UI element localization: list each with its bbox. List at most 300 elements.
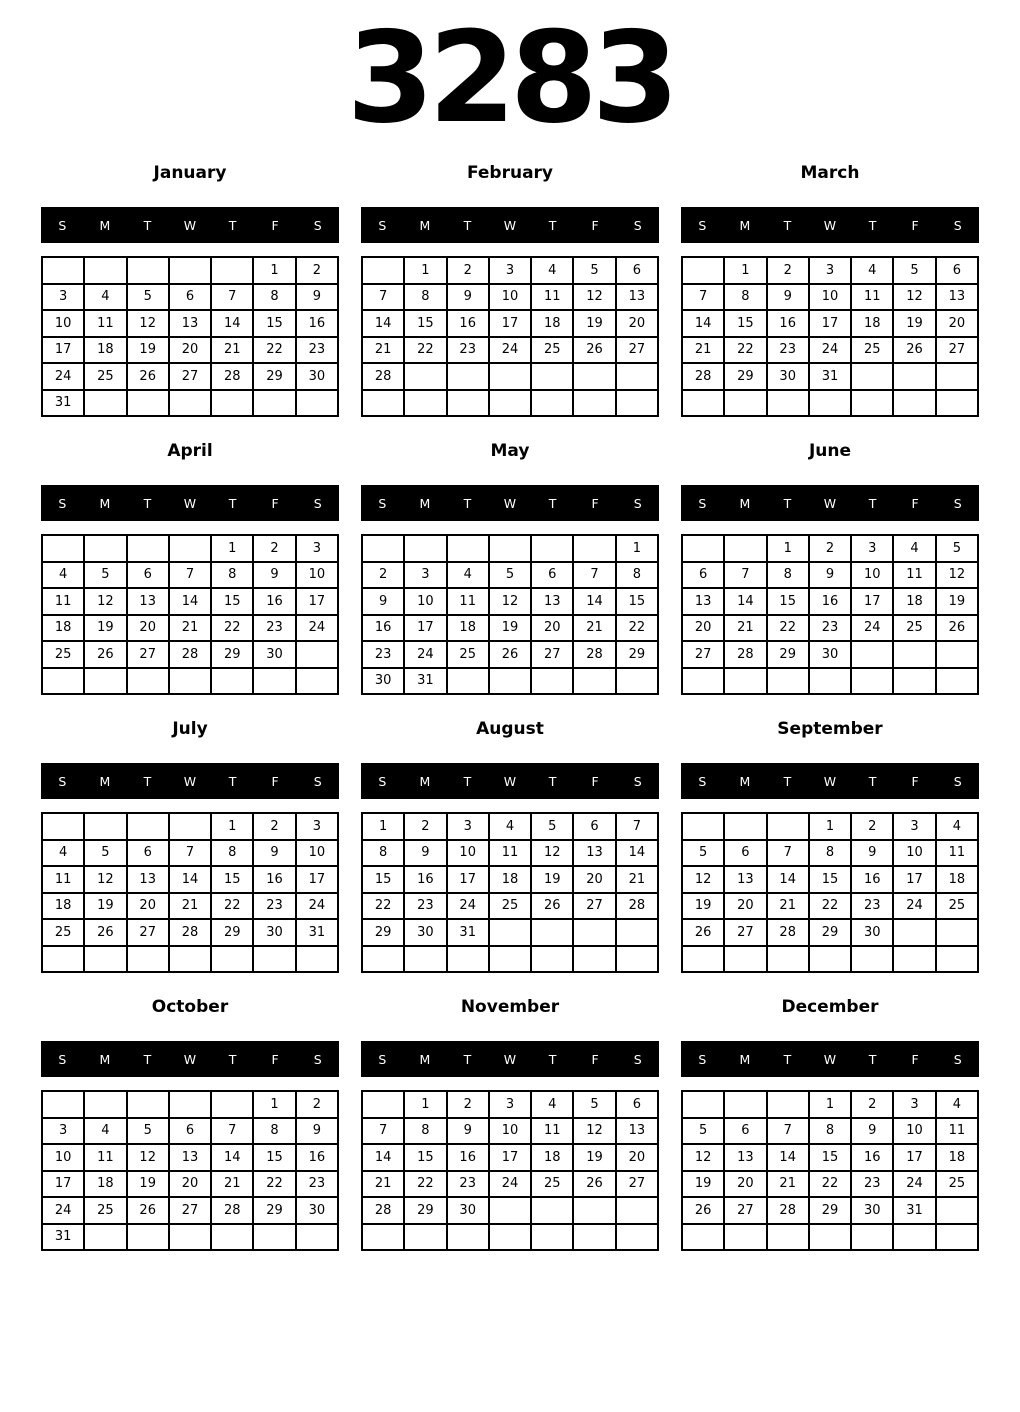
day-cell: 4 bbox=[447, 562, 489, 589]
day-cell: 27 bbox=[169, 363, 211, 390]
empty-day-cell bbox=[893, 919, 935, 946]
weekday-label: S bbox=[378, 1051, 387, 1067]
weekday-label: M bbox=[419, 773, 431, 789]
empty-day-cell bbox=[362, 946, 404, 973]
day-cell: 1 bbox=[211, 535, 253, 562]
day-cell: 10 bbox=[893, 1118, 935, 1145]
day-cell: 1 bbox=[253, 257, 295, 284]
empty-day-cell bbox=[682, 813, 724, 840]
empty-day-cell bbox=[84, 1224, 126, 1251]
day-cell: 26 bbox=[936, 615, 978, 642]
day-grid bbox=[681, 256, 979, 417]
month-title: March bbox=[800, 163, 860, 183]
day-cell: 13 bbox=[936, 284, 978, 311]
month-title: April bbox=[167, 441, 213, 461]
day-cell: 17 bbox=[42, 1171, 84, 1198]
weekday-label: T bbox=[143, 495, 152, 511]
empty-day-cell bbox=[489, 1197, 531, 1224]
day-cell: 9 bbox=[851, 1118, 893, 1145]
day-cell: 29 bbox=[809, 1197, 851, 1224]
week-row bbox=[682, 813, 978, 840]
day-cell: 23 bbox=[851, 893, 893, 920]
day-cell: 23 bbox=[296, 1171, 338, 1198]
empty-day-cell bbox=[936, 641, 978, 668]
day-cell: 26 bbox=[84, 641, 126, 668]
week-row bbox=[682, 310, 978, 337]
day-cell: 1 bbox=[404, 257, 446, 284]
day-grid bbox=[681, 1090, 979, 1251]
day-cell: 22 bbox=[404, 1171, 446, 1198]
day-cell: 29 bbox=[211, 919, 253, 946]
empty-day-cell bbox=[851, 390, 893, 417]
month-august bbox=[361, 711, 659, 989]
day-cell: 5 bbox=[573, 1091, 615, 1118]
day-cell: 15 bbox=[404, 1144, 446, 1171]
day-cell: 15 bbox=[253, 310, 295, 337]
day-cell: 31 bbox=[42, 390, 84, 417]
day-cell: 6 bbox=[616, 1091, 658, 1118]
day-cell: 11 bbox=[84, 1144, 126, 1171]
empty-day-cell bbox=[531, 1224, 573, 1251]
empty-day-cell bbox=[936, 363, 978, 390]
day-cell: 21 bbox=[682, 337, 724, 364]
weekday-label: T bbox=[548, 217, 557, 233]
day-cell: 8 bbox=[253, 284, 295, 311]
day-cell: 8 bbox=[211, 562, 253, 589]
day-cell: 31 bbox=[404, 668, 446, 695]
week-row bbox=[362, 363, 658, 390]
day-cell: 27 bbox=[616, 337, 658, 364]
empty-day-cell bbox=[936, 919, 978, 946]
day-cell: 17 bbox=[489, 1144, 531, 1171]
day-cell: 21 bbox=[573, 615, 615, 642]
weekday-label: S bbox=[698, 495, 707, 511]
empty-day-cell bbox=[616, 946, 658, 973]
day-cell: 17 bbox=[447, 866, 489, 893]
day-cell: 14 bbox=[573, 588, 615, 615]
empty-day-cell bbox=[573, 390, 615, 417]
empty-day-cell bbox=[84, 946, 126, 973]
empty-day-cell bbox=[489, 535, 531, 562]
day-cell: 17 bbox=[809, 310, 851, 337]
day-cell: 22 bbox=[404, 337, 446, 364]
empty-day-cell bbox=[809, 946, 851, 973]
day-cell: 12 bbox=[936, 562, 978, 589]
month-march bbox=[681, 155, 979, 433]
day-cell: 24 bbox=[404, 641, 446, 668]
day-cell: 28 bbox=[169, 641, 211, 668]
weekday-label: W bbox=[503, 495, 517, 511]
month-title: October bbox=[151, 997, 229, 1017]
day-cell: 8 bbox=[809, 1118, 851, 1145]
week-row bbox=[362, 919, 658, 946]
empty-day-cell bbox=[682, 257, 724, 284]
day-cell: 13 bbox=[573, 840, 615, 867]
week-row bbox=[42, 641, 338, 668]
day-cell: 19 bbox=[84, 893, 126, 920]
day-cell: 26 bbox=[682, 919, 724, 946]
day-cell: 11 bbox=[42, 588, 84, 615]
week-row bbox=[42, 919, 338, 946]
day-cell: 21 bbox=[724, 615, 766, 642]
month-july bbox=[41, 711, 339, 989]
day-cell: 24 bbox=[296, 615, 338, 642]
week-row bbox=[362, 1144, 658, 1171]
week-row bbox=[42, 337, 338, 364]
day-cell: 2 bbox=[851, 813, 893, 840]
day-cell: 3 bbox=[296, 813, 338, 840]
month-title: July bbox=[172, 719, 208, 739]
day-cell: 16 bbox=[253, 588, 295, 615]
week-row bbox=[682, 946, 978, 973]
day-cell: 13 bbox=[682, 588, 724, 615]
day-grid bbox=[41, 534, 339, 695]
day-cell: 11 bbox=[936, 840, 978, 867]
day-cell: 22 bbox=[211, 893, 253, 920]
empty-day-cell bbox=[84, 668, 126, 695]
day-cell: 9 bbox=[767, 284, 809, 311]
weekday-label: S bbox=[313, 495, 322, 511]
day-cell: 31 bbox=[809, 363, 851, 390]
weekday-label: W bbox=[823, 1051, 837, 1067]
empty-day-cell bbox=[84, 535, 126, 562]
weekday-label: S bbox=[378, 495, 387, 511]
day-cell: 18 bbox=[42, 893, 84, 920]
day-cell: 24 bbox=[296, 893, 338, 920]
empty-day-cell bbox=[169, 813, 211, 840]
day-cell: 24 bbox=[893, 893, 935, 920]
empty-day-cell bbox=[767, 946, 809, 973]
weekday-label: S bbox=[313, 773, 322, 789]
empty-day-cell bbox=[724, 813, 766, 840]
day-cell: 8 bbox=[362, 840, 404, 867]
empty-day-cell bbox=[809, 668, 851, 695]
weekday-label: T bbox=[463, 217, 472, 233]
month-title: February bbox=[466, 163, 554, 183]
weekday-label: T bbox=[783, 773, 792, 789]
day-cell: 25 bbox=[489, 893, 531, 920]
day-cell: 18 bbox=[531, 310, 573, 337]
day-cell: 13 bbox=[531, 588, 573, 615]
day-cell: 7 bbox=[724, 562, 766, 589]
day-grid bbox=[681, 812, 979, 973]
week-row bbox=[362, 562, 658, 589]
weekday-label: S bbox=[58, 495, 67, 511]
day-cell: 8 bbox=[211, 840, 253, 867]
week-row bbox=[682, 284, 978, 311]
month-title: May bbox=[490, 441, 530, 461]
day-cell: 12 bbox=[682, 1144, 724, 1171]
week-row bbox=[42, 363, 338, 390]
empty-day-cell bbox=[809, 390, 851, 417]
day-cell: 23 bbox=[404, 893, 446, 920]
empty-day-cell bbox=[851, 641, 893, 668]
empty-day-cell bbox=[127, 668, 169, 695]
day-cell: 25 bbox=[447, 641, 489, 668]
day-cell: 20 bbox=[616, 310, 658, 337]
weekday-label: F bbox=[911, 217, 919, 233]
empty-day-cell bbox=[211, 1224, 253, 1251]
empty-day-cell bbox=[296, 641, 338, 668]
day-cell: 3 bbox=[404, 562, 446, 589]
day-cell: 11 bbox=[893, 562, 935, 589]
empty-day-cell bbox=[127, 813, 169, 840]
day-cell: 24 bbox=[489, 1171, 531, 1198]
month-september bbox=[681, 711, 979, 989]
day-cell: 16 bbox=[809, 588, 851, 615]
day-cell: 10 bbox=[489, 1118, 531, 1145]
empty-day-cell bbox=[489, 919, 531, 946]
week-row bbox=[362, 840, 658, 867]
day-cell: 19 bbox=[127, 337, 169, 364]
day-cell: 24 bbox=[809, 337, 851, 364]
empty-day-cell bbox=[936, 390, 978, 417]
week-row bbox=[682, 257, 978, 284]
day-cell: 26 bbox=[489, 641, 531, 668]
weekday-label: S bbox=[698, 1051, 707, 1067]
day-cell: 17 bbox=[296, 866, 338, 893]
day-cell: 18 bbox=[489, 866, 531, 893]
day-cell: 15 bbox=[404, 310, 446, 337]
weekday-label: M bbox=[739, 217, 751, 233]
day-cell: 19 bbox=[893, 310, 935, 337]
month-title: January bbox=[153, 163, 227, 183]
day-cell: 24 bbox=[42, 363, 84, 390]
month-december bbox=[681, 989, 979, 1267]
empty-day-cell bbox=[724, 946, 766, 973]
week-row bbox=[682, 1091, 978, 1118]
day-grid bbox=[361, 534, 659, 695]
weekday-label: S bbox=[58, 217, 67, 233]
day-cell: 20 bbox=[724, 1171, 766, 1198]
empty-day-cell bbox=[296, 390, 338, 417]
day-cell: 5 bbox=[682, 840, 724, 867]
weekday-header bbox=[361, 485, 659, 521]
day-cell: 14 bbox=[169, 588, 211, 615]
weekday-label: F bbox=[591, 773, 599, 789]
day-cell: 21 bbox=[362, 337, 404, 364]
day-cell: 20 bbox=[616, 1144, 658, 1171]
weekday-header bbox=[681, 485, 979, 521]
day-cell: 14 bbox=[362, 1144, 404, 1171]
day-cell: 23 bbox=[253, 615, 295, 642]
day-cell: 10 bbox=[296, 840, 338, 867]
empty-day-cell bbox=[127, 1091, 169, 1118]
weekday-label: S bbox=[378, 773, 387, 789]
weekday-label: M bbox=[419, 495, 431, 511]
day-cell: 25 bbox=[84, 363, 126, 390]
week-row bbox=[42, 1224, 338, 1251]
empty-day-cell bbox=[851, 363, 893, 390]
empty-day-cell bbox=[616, 1224, 658, 1251]
day-cell: 12 bbox=[573, 284, 615, 311]
day-cell: 9 bbox=[253, 562, 295, 589]
day-cell: 7 bbox=[616, 813, 658, 840]
week-row bbox=[42, 1144, 338, 1171]
week-row bbox=[42, 813, 338, 840]
day-grid bbox=[41, 812, 339, 973]
week-row bbox=[362, 668, 658, 695]
day-grid bbox=[681, 534, 979, 695]
day-cell: 30 bbox=[253, 919, 295, 946]
empty-day-cell bbox=[767, 1224, 809, 1251]
empty-day-cell bbox=[893, 390, 935, 417]
day-cell: 18 bbox=[936, 866, 978, 893]
day-cell: 17 bbox=[893, 866, 935, 893]
day-cell: 19 bbox=[531, 866, 573, 893]
day-cell: 30 bbox=[296, 1197, 338, 1224]
month-february bbox=[361, 155, 659, 433]
week-row bbox=[42, 668, 338, 695]
weekday-label: F bbox=[911, 1051, 919, 1067]
day-cell: 10 bbox=[851, 562, 893, 589]
day-cell: 20 bbox=[127, 893, 169, 920]
day-cell: 5 bbox=[84, 562, 126, 589]
day-cell: 23 bbox=[253, 893, 295, 920]
day-cell: 12 bbox=[573, 1118, 615, 1145]
empty-day-cell bbox=[489, 668, 531, 695]
empty-day-cell bbox=[169, 1224, 211, 1251]
day-cell: 20 bbox=[682, 615, 724, 642]
day-cell: 30 bbox=[404, 919, 446, 946]
weekday-label: M bbox=[419, 1051, 431, 1067]
empty-day-cell bbox=[531, 363, 573, 390]
weekday-label: W bbox=[503, 217, 517, 233]
day-cell: 25 bbox=[893, 615, 935, 642]
day-cell: 17 bbox=[296, 588, 338, 615]
weekday-label: S bbox=[313, 217, 322, 233]
day-cell: 27 bbox=[573, 893, 615, 920]
weekday-label: T bbox=[548, 495, 557, 511]
day-cell: 22 bbox=[724, 337, 766, 364]
day-cell: 24 bbox=[447, 893, 489, 920]
empty-day-cell bbox=[84, 813, 126, 840]
week-row bbox=[362, 893, 658, 920]
weekday-label: S bbox=[953, 773, 962, 789]
week-row bbox=[362, 535, 658, 562]
weekday-header bbox=[41, 207, 339, 243]
day-cell: 4 bbox=[42, 840, 84, 867]
weekday-label: T bbox=[143, 773, 152, 789]
empty-day-cell bbox=[616, 390, 658, 417]
day-cell: 16 bbox=[447, 310, 489, 337]
day-cell: 12 bbox=[682, 866, 724, 893]
empty-day-cell bbox=[809, 1224, 851, 1251]
day-cell: 15 bbox=[809, 866, 851, 893]
day-cell: 3 bbox=[893, 1091, 935, 1118]
day-cell: 29 bbox=[253, 363, 295, 390]
day-cell: 11 bbox=[531, 1118, 573, 1145]
day-cell: 28 bbox=[573, 641, 615, 668]
weekday-label: T bbox=[463, 1051, 472, 1067]
empty-day-cell bbox=[169, 1091, 211, 1118]
day-cell: 22 bbox=[809, 893, 851, 920]
day-cell: 13 bbox=[127, 588, 169, 615]
day-cell: 28 bbox=[616, 893, 658, 920]
month-title: September bbox=[777, 719, 883, 739]
day-cell: 15 bbox=[362, 866, 404, 893]
empty-day-cell bbox=[42, 257, 84, 284]
day-cell: 18 bbox=[893, 588, 935, 615]
empty-day-cell bbox=[573, 919, 615, 946]
day-cell: 27 bbox=[724, 919, 766, 946]
day-cell: 12 bbox=[531, 840, 573, 867]
weekday-label: W bbox=[183, 217, 197, 233]
day-cell: 9 bbox=[362, 588, 404, 615]
day-cell: 23 bbox=[362, 641, 404, 668]
day-cell: 20 bbox=[724, 893, 766, 920]
day-cell: 30 bbox=[362, 668, 404, 695]
day-cell: 2 bbox=[809, 535, 851, 562]
day-cell: 7 bbox=[682, 284, 724, 311]
day-cell: 24 bbox=[489, 337, 531, 364]
week-row bbox=[362, 1171, 658, 1198]
day-cell: 29 bbox=[362, 919, 404, 946]
weekday-header bbox=[681, 763, 979, 799]
weekday-label: W bbox=[503, 1051, 517, 1067]
day-cell: 13 bbox=[169, 310, 211, 337]
day-cell: 30 bbox=[296, 363, 338, 390]
empty-day-cell bbox=[169, 946, 211, 973]
day-cell: 3 bbox=[893, 813, 935, 840]
day-grid bbox=[361, 1090, 659, 1251]
day-cell: 17 bbox=[851, 588, 893, 615]
weekday-label: F bbox=[911, 773, 919, 789]
day-cell: 18 bbox=[447, 615, 489, 642]
week-row bbox=[42, 390, 338, 417]
empty-day-cell bbox=[84, 390, 126, 417]
day-cell: 9 bbox=[851, 840, 893, 867]
day-cell: 1 bbox=[362, 813, 404, 840]
day-cell: 20 bbox=[531, 615, 573, 642]
week-row bbox=[42, 310, 338, 337]
empty-day-cell bbox=[682, 1224, 724, 1251]
day-cell: 25 bbox=[531, 337, 573, 364]
empty-day-cell bbox=[893, 946, 935, 973]
empty-day-cell bbox=[573, 1224, 615, 1251]
empty-day-cell bbox=[573, 535, 615, 562]
day-cell: 7 bbox=[767, 1118, 809, 1145]
empty-day-cell bbox=[724, 1091, 766, 1118]
day-cell: 24 bbox=[851, 615, 893, 642]
day-cell: 23 bbox=[767, 337, 809, 364]
week-row bbox=[682, 641, 978, 668]
empty-day-cell bbox=[447, 1224, 489, 1251]
day-cell: 6 bbox=[573, 813, 615, 840]
day-cell: 28 bbox=[362, 1197, 404, 1224]
day-cell: 5 bbox=[84, 840, 126, 867]
empty-day-cell bbox=[362, 1224, 404, 1251]
day-cell: 29 bbox=[253, 1197, 295, 1224]
day-cell: 20 bbox=[169, 337, 211, 364]
day-cell: 26 bbox=[573, 337, 615, 364]
day-cell: 19 bbox=[573, 1144, 615, 1171]
weekday-label: T bbox=[548, 1051, 557, 1067]
empty-day-cell bbox=[573, 1197, 615, 1224]
weekday-label: S bbox=[633, 1051, 642, 1067]
day-cell: 6 bbox=[531, 562, 573, 589]
empty-day-cell bbox=[893, 1224, 935, 1251]
empty-day-cell bbox=[531, 919, 573, 946]
day-cell: 6 bbox=[127, 840, 169, 867]
month-january bbox=[41, 155, 339, 433]
day-cell: 5 bbox=[127, 1118, 169, 1145]
weekday-label: T bbox=[463, 495, 472, 511]
month-may bbox=[361, 433, 659, 711]
weekday-label: T bbox=[143, 217, 152, 233]
empty-day-cell bbox=[851, 1224, 893, 1251]
empty-day-cell bbox=[767, 390, 809, 417]
